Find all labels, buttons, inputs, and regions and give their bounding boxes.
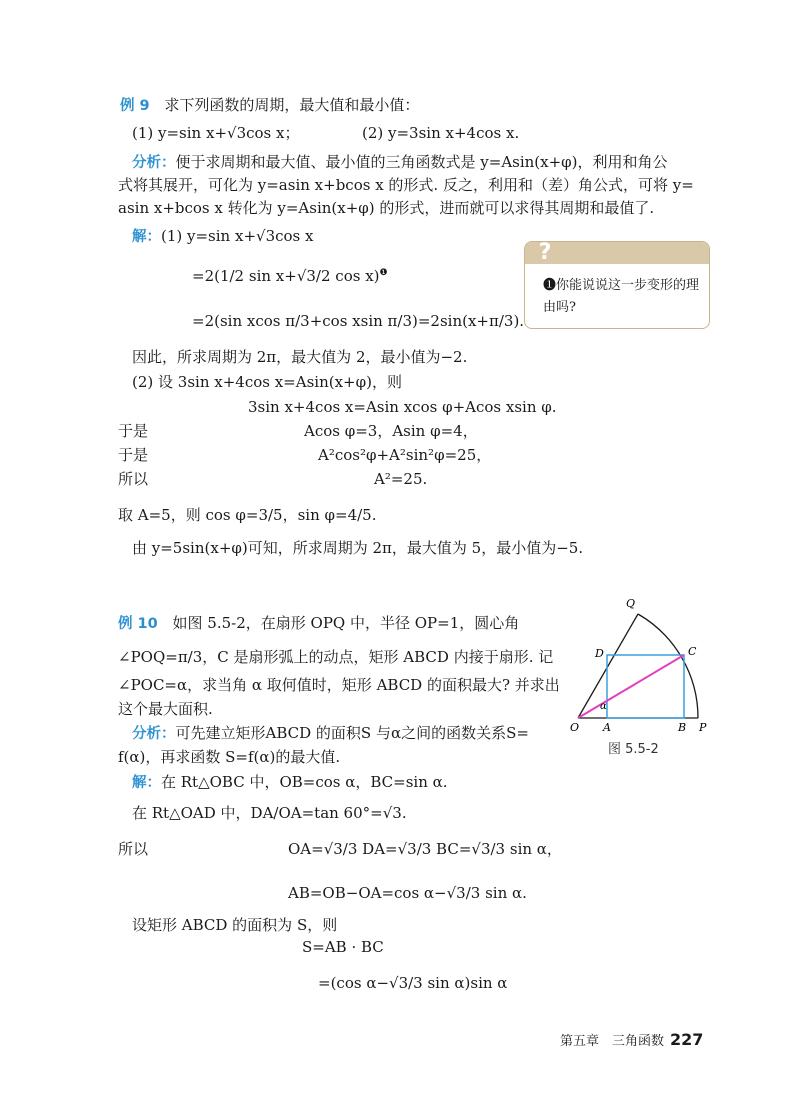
side-note-header	[525, 242, 709, 264]
example-10-line-3: ∠POC=α，求当角 α 取何值时，矩形 ABCD 的面积最大? 并求出	[118, 676, 560, 694]
chapter-title: 第五章 三角函数	[560, 1034, 665, 1049]
label-a: A	[603, 721, 611, 734]
label-o: O	[570, 721, 580, 734]
ex10-solution-line-3: OA=√3/3 DA=√3/3 BC=√3/3 sin α，	[288, 840, 562, 858]
label-c: C	[688, 645, 697, 658]
ex9-analysis-line-3: asin x+bcos x 转化为 y=Asin(x+φ) 的形式，进而就可以求得其周期和最值了.	[118, 199, 655, 217]
ex9-solution-label: 解：	[132, 229, 161, 245]
example-9-title: 求下列函数的周期，最大值和最小值：	[164, 96, 420, 114]
ex10-solution-line-5: 设矩形 ABCD 的面积为 S，则	[132, 916, 338, 934]
page-number: 227	[670, 1030, 704, 1049]
ex9-solution-text-1: (1) y=sin x+√3cos x	[161, 227, 314, 245]
ex9-solution-line-4: 因此，所求周期为 2π，最大值为 2，最小值为−2.	[132, 348, 468, 366]
ex9-word-yushi-1: 于是	[118, 422, 149, 440]
ex10-analysis-text-1: 可先建立矩形ABCD 的面积S 与α之间的函数关系S=	[175, 724, 529, 742]
ex9-solution-line-1	[132, 225, 313, 248]
label-b: B	[678, 721, 687, 734]
ex9-equation-2: A²cos²φ+A²sin²φ=25，	[318, 446, 492, 464]
ex10-analysis-line-1b	[132, 722, 529, 745]
rectangle-abcd	[607, 655, 684, 718]
ex9-footnote-marker: ❶	[379, 268, 388, 278]
ex9-solution-line-7: 取 A=5，则 cos φ=3/5，sin φ=4/5.	[118, 506, 377, 524]
ex9-word-suoyi: 所以	[118, 470, 149, 488]
example-10-label: 例 10	[118, 616, 158, 632]
sector-figure	[560, 585, 720, 735]
label-q: Q	[626, 597, 636, 610]
question-icon: ?	[538, 241, 552, 265]
ex9-equation-1: Acos φ=3，Asin φ=4，	[304, 422, 478, 440]
example-10-line-1	[118, 612, 519, 635]
page-footer	[560, 1030, 703, 1049]
example-10-line-2: ∠POQ=π/3，C 是扇形弧上的动点，矩形 ABCD 内接于扇形. 记	[118, 648, 554, 666]
diagonal-oc	[578, 655, 684, 718]
label-p: P	[699, 721, 707, 734]
side-note-text: ❶你能说说这一步变形的理由吗?	[543, 278, 700, 315]
ex10-solution-line-2: 在 Rt△OAD 中，DA/OA=tan 60°=√3.	[132, 804, 407, 822]
ex10-word-suoyi: 所以	[118, 840, 149, 858]
ex9-analysis-text-1: 便于求周期和最大值、最小值的三角函数式是 y=Asin(x+φ)，利用和角公	[175, 153, 668, 171]
ex9-solution-text-2: =2(1/2 sin x+√3/2 cos x)	[192, 267, 380, 285]
radius-oq	[578, 614, 638, 718]
ex9-solution-line-3: =2(sin xcos π/3+cos xsin π/3)=2sin(x+π/3).	[192, 312, 525, 330]
ex9-analysis-line-2: 式将其展开，可化为 y=asin x+bcos x 的形式. 反之，利用和（差）角公式，可将 y=	[118, 176, 694, 194]
label-alpha: α	[600, 701, 607, 712]
figure-caption: 图 5.5-2	[608, 742, 659, 757]
ex9-solution-line-2	[192, 262, 388, 287]
ex9-solution-line-6: 3sin x+4cos x=Asin xcos φ+Acos xsin φ.	[248, 398, 557, 416]
example-9-heading	[120, 94, 419, 117]
ex9-analysis-line-1	[132, 151, 668, 174]
ex10-solution-label: 解：	[132, 775, 161, 791]
ex10-analysis-line-2: f(α)，再求函数 S=f(α)的最大值.	[118, 748, 341, 766]
ex9-word-yushi-2: 于是	[118, 446, 149, 464]
ex9-analysis-label: 分析：	[132, 155, 176, 171]
ex10-solution-line-1	[132, 771, 448, 794]
arc-pq	[638, 614, 698, 718]
ex10-solution-line-7: =(cos α−√3/3 sin α)sin α	[318, 974, 508, 992]
ex9-solution-line-5: (2) 设 3sin x+4cos x=Asin(x+φ)，则	[132, 373, 402, 391]
ex9-equation-3: A²=25.	[374, 470, 428, 488]
example-9-label: 例 9	[120, 98, 150, 114]
ex10-solution-line-6: S=AB · BC	[302, 938, 384, 956]
example-10-text-1: 如图 5.5-2，在扇形 OPQ 中，半径 OP=1，圆心角	[172, 614, 520, 632]
ex9-question-1: (1) y=sin x+√3cos x；	[132, 124, 300, 142]
example-10-line-4: 这个最大面积.	[118, 700, 213, 718]
ex10-solution-line-4: AB=OB−OA=cos α−√3/3 sin α.	[288, 884, 527, 902]
ex10-analysis-label: 分析：	[132, 726, 176, 742]
label-d: D	[595, 647, 604, 660]
ex9-solution-line-8: 由 y=5sin(x+φ)可知，所求周期为 2π，最大值为 5，最小值为−5.	[132, 539, 584, 557]
side-note-box	[524, 241, 710, 329]
ex10-solution-text-1: 在 Rt△OBC 中，OB=cos α，BC=sin α.	[161, 773, 448, 791]
ex9-question-2: (2) y=3sin x+4cos x.	[362, 124, 520, 142]
